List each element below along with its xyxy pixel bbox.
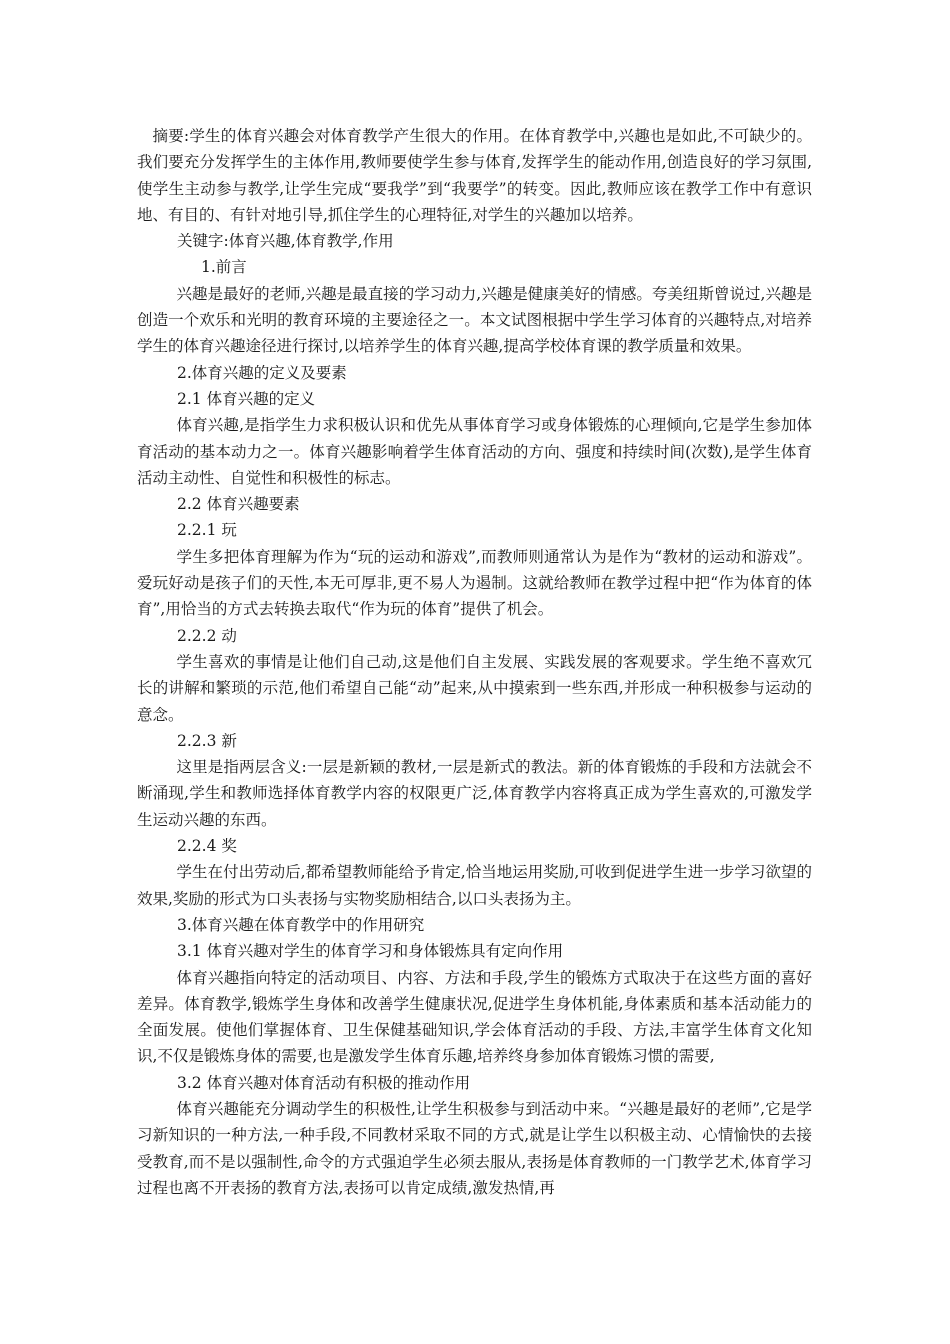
section-1-paragraph: 兴趣是最好的老师,兴趣是最直接的学习动力,兴趣是健康美好的情感。夸美纽斯曾说过,兴趣是创造一个欢乐和光明的教育环境的主要途径之一。本文试图根据中学生学习体育的兴趣特点,对培养学生的体育兴趣途径进行探讨,以培养学生的体育兴趣,提高学校体育课的教学质量和效果。 [137, 284, 812, 356]
keywords-line: 关键字:体育兴趣,体育教学,作用 [177, 232, 394, 251]
abstract-paragraph: 摘要:学生的体育兴趣会对体育教学产生很大的作用。在体育教学中,兴趣也是如此,不可缺少的。我们要充分发挥学生的主体作用,教师要使学生参与体育,发挥学生的能动作用,创造良好的学习氛围,使学生主动参与教学,让学生完成“要我学”到“我要学”的转变。因此,教师应该在教学工作中有意识地、有目的、有针对地引导,抓住学生的心理特征,对学生的兴趣加以培养。 [137, 127, 812, 224]
section-3-1-paragraph: 体育兴趣指向特定的活动项目、内容、方法和手段,学生的锻炼方式取决于在这些方面的喜好差异。体育教学,锻炼学生身体和改善学生健康状况,促进学生身体机能,身体素质和基本活动能力的全面发展。使他们掌握体育、卫生保健基础知识,学会体育活动的手段、方法,丰富学生体育文化知识,不仅是锻炼身体的需要,也是激发学生体育乐趣,培养终身参加体育锻炼习惯的需要, [137, 968, 812, 1066]
section-2-2-1-heading: 2.2.1 玩 [177, 521, 237, 540]
section-1-heading: 1.前言 [201, 258, 247, 277]
section-2-2-heading: 2.2 体育兴趣要素 [177, 495, 300, 514]
section-3-2-paragraph: 体育兴趣能充分调动学生的积极性,让学生积极参与到活动中来。“兴趣是最好的老师”,它是学习新知识的一种方法,一种手段,不同教材采取不同的方式,就是让学生以积极主动、心情愉快的去接受教育,而不是以强制性,命令的方式强迫学生必须去服从,表扬是体育教师的一门教学艺术,体育学习过程也离不开表扬的教育方法,表扬可以肯定成绩,激发热情,再 [137, 1099, 812, 1197]
section-2-2-2-paragraph: 学生喜欢的事情是让他们自己动,这是他们自主发展、实践发展的客观要求。学生绝不喜欢冗长的讲解和繁琐的示范,他们希望自己能“动”起来,从中摸索到一些东西,并形成一种积极参与运动的意念。 [137, 652, 812, 724]
document-body [137, 123, 812, 1201]
section-2-1-heading: 2.1 体育兴趣的定义 [177, 389, 316, 408]
section-2-2-2-heading: 2.2.2 动 [177, 626, 237, 645]
section-2-2-1-paragraph: 学生多把体育理解为作为“玩的运动和游戏”,而教师则通常认为是作为“教材的运动和游戏”。爱玩好动是孩子们的天性,本无可厚非,更不易人为遏制。这就给教师在教学过程中把“作为体育的体育”,用恰当的方式去转换去取代“作为玩的体育”提供了机会。 [137, 547, 812, 619]
section-3-heading: 3.体育兴趣在体育教学中的作用研究 [177, 915, 425, 934]
section-3-2-heading: 3.2 体育兴趣对体育活动有积极的推动作用 [177, 1073, 471, 1092]
section-2-heading: 2.体育兴趣的定义及要素 [177, 363, 347, 382]
section-2-2-4-paragraph: 学生在付出劳动后,都希望教师能给予肯定,恰当地运用奖励,可收到促进学生进一步学习欲望的效果,奖励的形式为口头表扬与实物奖励相结合,以口头表扬为主。 [137, 863, 812, 908]
section-2-1-paragraph: 体育兴趣,是指学生力求积极认识和优先从事体育学习或身体锻炼的心理倾向,它是学生参加体育活动的基本动力之一。体育兴趣影响着学生体育活动的方向、强度和持续时间(次数),是学生体育活动主动性、自觉性和积极性的标志。 [137, 416, 812, 487]
section-3-1-heading: 3.1 体育兴趣对学生的体育学习和身体锻炼具有定向作用 [177, 942, 564, 961]
section-2-2-3-heading: 2.2.3 新 [177, 731, 237, 750]
section-2-2-4-heading: 2.2.4 奖 [177, 837, 237, 856]
section-2-2-3-paragraph: 这里是指两层含义:一层是新颖的教材,一层是新式的教法。新的体育锻炼的手段和方法就会不断涌现,学生和教师选择体育教学内容的权限更广泛,体育教学内容将真正成为学生喜欢的,可激发学生运动兴趣的东西。 [137, 758, 812, 829]
